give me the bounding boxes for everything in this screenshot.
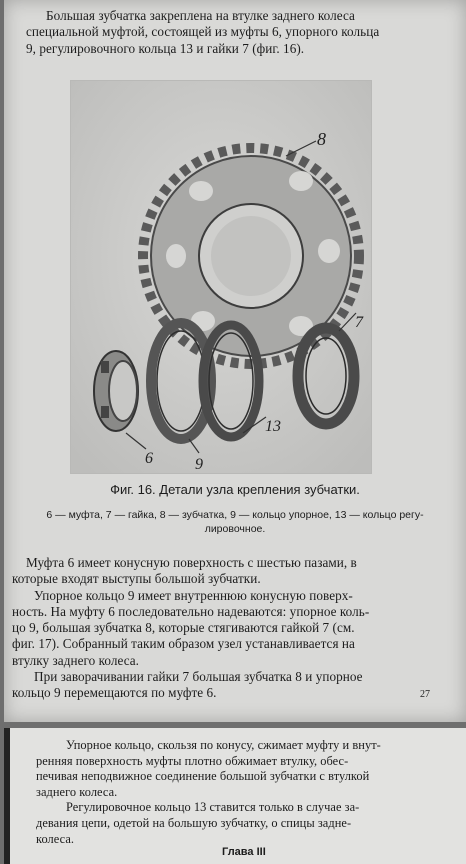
label-13: 13	[265, 418, 281, 435]
text-line: заднего колеса.	[36, 784, 118, 799]
text-line: Большая зубчатка закреплена на втулке заднего колеса	[46, 8, 355, 23]
book-page-27	[4, 0, 466, 722]
text-line: втулку заднего колеса.	[12, 652, 140, 668]
text-line: При заворачивании гайки 7 большая зубчатка 8 и упорное	[34, 669, 363, 685]
text-line: Упорное кольцо 9 имеет внутреннюю конусную поверх-	[34, 587, 353, 603]
page-number: 27	[420, 689, 430, 700]
intro-paragraph	[26, 8, 450, 57]
text-line: кольцо 9 перемещаются по муфте 6.	[12, 685, 217, 701]
text-line: фиг. 17). Собранный таким образом узел устанавливается на	[12, 636, 355, 652]
text-line: специальной муфтой, состоящей из муфты 6, упорного кольца	[26, 24, 380, 40]
text-line: печивая неподвижное соединение большой зубчатки с втулкой	[36, 769, 370, 784]
text-line: колеса.	[36, 831, 75, 846]
text-line: которые входят выступы большой зубчатки.	[12, 571, 261, 587]
text-line: девания цепи, одетой на большую зубчатку, о спицы задне-	[36, 815, 352, 830]
label-7: 7	[355, 314, 363, 331]
book-page-28	[4, 728, 466, 864]
text-line: цо 9, большая зубчатка 8, которые стягиваются гайкой 7 (см.	[12, 620, 355, 636]
label-8: 8	[317, 129, 326, 149]
text-line: 9, регулировочного кольца 13 и гайки 7 (фиг. 16).	[26, 40, 305, 56]
figure-caption: Фиг. 16. Детали узла крепления зубчатки.	[110, 482, 360, 497]
text-line: ренняя поверхность муфты плотно обжимает втулку, обес-	[36, 753, 349, 768]
figure-16-photo	[70, 80, 372, 474]
figure-legend	[10, 508, 460, 536]
legend-line: лировочное.	[204, 523, 266, 535]
page2-paragraphs	[36, 738, 466, 847]
text-line: Регулировочное кольцо 13 ставится только в случае за-	[66, 800, 360, 815]
label-6: 6	[145, 450, 153, 467]
text-line: Упорное кольцо, скользя по конусу, сжимает муфту и внут-	[66, 738, 381, 752]
text-line: Муфта 6 имеет конусную поверхность с шестью пазами, в	[26, 555, 357, 570]
sprocket-parts-illustration	[71, 81, 371, 473]
chapter-heading: Глава III	[222, 846, 266, 858]
text-line: ность. На муфту 6 последовательно надеваются: упорное коль-	[12, 603, 370, 619]
label-9: 9	[195, 456, 203, 473]
body-paragraphs	[12, 555, 452, 702]
legend-line: 6 — муфта, 7 — гайка, 8 — зубчатка, 9 — кольцо упорное, 13 — кольцо регу-	[46, 509, 424, 521]
